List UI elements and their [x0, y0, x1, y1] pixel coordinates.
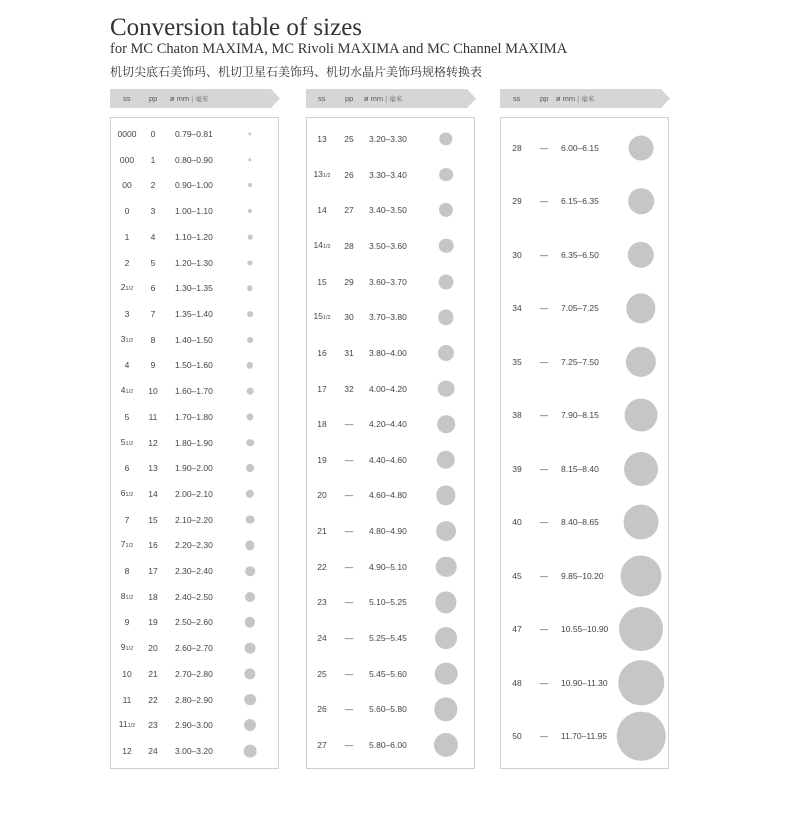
ss-value [310, 490, 334, 500]
mm-range: 7.05–7.25 [561, 303, 599, 314]
pp-value: — [539, 731, 549, 741]
ss-value [505, 196, 529, 206]
mm-range: 8.40–8.65 [561, 517, 599, 528]
ss-number: 18 [317, 419, 327, 430]
ss-value [115, 180, 139, 190]
mm-range: 4.00–4.20 [369, 383, 407, 394]
ss-number: 14 [313, 239, 323, 250]
pp-value: 24 [148, 746, 158, 756]
pp-value: 32 [344, 383, 354, 394]
mm-range: 10.90–11.30 [561, 677, 608, 688]
mm-range: 5.60–5.80 [369, 704, 407, 715]
pp-value: 23 [148, 720, 158, 731]
ss-number: 0 [124, 206, 130, 217]
size-circle [246, 439, 254, 447]
header-ss: ss [318, 94, 326, 103]
ss-number: 17 [317, 383, 327, 394]
ss-value [115, 437, 139, 449]
ss-number: 3 [124, 308, 130, 319]
pp-value: 16 [148, 540, 158, 551]
pp-value: 8 [150, 334, 156, 345]
ss-value [115, 258, 139, 268]
pp-value: — [539, 410, 549, 421]
mm-range: 2.70–2.80 [175, 668, 213, 679]
size-circle [439, 168, 453, 182]
ss-value [115, 282, 139, 294]
mm-range: 5.25–5.45 [369, 633, 407, 644]
ss-number: 23 [317, 597, 327, 608]
mm-range: 1.35–1.40 [175, 308, 213, 319]
pp-value: 15 [148, 514, 158, 525]
pp-value: 27 [344, 205, 354, 216]
header-pp: pp [345, 94, 354, 103]
mm-range: 4.60–4.80 [369, 490, 407, 501]
mm-range: 1.80–1.90 [175, 437, 213, 448]
ss-number: 4 [120, 385, 126, 396]
pp-value: 12 [148, 437, 158, 448]
mm-range: 11.70–11.95 [561, 731, 608, 741]
mm-range: 1.10–1.20 [175, 231, 213, 242]
mm-range: 2.50–2.60 [175, 617, 213, 628]
ss-value [310, 205, 334, 215]
ss-number: 34 [512, 303, 522, 314]
pp-value: — [344, 704, 354, 715]
pp-value: 14 [148, 488, 158, 499]
ss-number: 13 [313, 168, 323, 179]
ss-number: 13 [317, 134, 327, 144]
table-header [306, 89, 477, 108]
header-mm-label: ø mm [364, 94, 384, 103]
ss-value [505, 571, 529, 581]
pp-value: 20 [148, 643, 158, 654]
ss-number: 8 [120, 590, 126, 601]
size-circle [247, 337, 253, 343]
ss-value [310, 740, 334, 750]
ss-number: 48 [512, 677, 522, 688]
ss-value [310, 562, 334, 572]
header-pp: pp [149, 94, 158, 103]
mm-range: 3.40–3.50 [369, 205, 407, 216]
mm-range: 4.20–4.40 [369, 419, 407, 430]
pp-value: 31 [344, 347, 354, 358]
pp-value: 9 [150, 360, 156, 371]
ss-value [505, 410, 529, 420]
ss-value [115, 129, 139, 139]
size-circle [247, 388, 254, 395]
pp-value: — [344, 633, 354, 644]
pp-value: — [539, 143, 549, 153]
ss-number: 39 [512, 463, 522, 474]
pp-value: 18 [148, 591, 158, 602]
mm-range: 5.10–5.25 [369, 597, 407, 608]
mm-range: 3.60–3.70 [369, 276, 407, 287]
ss-fraction: 1/2 [125, 337, 134, 344]
pp-value: 17 [148, 566, 158, 577]
ss-value [115, 719, 139, 731]
size-circle [246, 464, 254, 472]
ss-number: 26 [317, 704, 327, 715]
ss-number: 2 [124, 257, 130, 268]
ss-fraction: 1/2 [125, 389, 134, 396]
pp-value: — [344, 561, 354, 572]
size-circle [439, 274, 454, 289]
ss-number: 30 [512, 249, 522, 260]
table-header [500, 89, 671, 108]
ss-value [310, 597, 334, 607]
pp-value: — [539, 303, 549, 314]
mm-range: 4.40–4.60 [369, 454, 407, 465]
ss-fraction: 1/2 [125, 646, 134, 653]
ss-number: 12 [122, 746, 132, 756]
pp-value: — [344, 668, 354, 679]
ss-value [115, 463, 139, 473]
ss-number: 21 [317, 526, 327, 537]
ss-number: 2 [120, 282, 126, 293]
ss-fraction: 1/2 [125, 491, 134, 498]
mm-range: 0.90–1.00 [175, 180, 213, 191]
ss-number: 9 [120, 642, 126, 653]
ss-value [115, 746, 139, 756]
pp-value: 2 [150, 180, 156, 191]
ss-number: 50 [512, 731, 522, 741]
ss-value [505, 624, 529, 634]
ss-value [310, 704, 334, 714]
header-mm-label: ø mm [556, 94, 576, 103]
mm-range: 2.30–2.40 [175, 566, 213, 577]
ss-value [310, 240, 334, 252]
mm-range: 7.25–7.50 [561, 356, 599, 367]
ss-value [505, 464, 529, 474]
pp-value: 28 [344, 240, 354, 251]
mm-range: 3.80–4.00 [369, 347, 407, 358]
pp-value: — [344, 526, 354, 537]
ss-value [115, 566, 139, 576]
ss-number: 5 [124, 411, 130, 422]
header-mm-chinese: 毫米 [195, 95, 209, 103]
ss-fraction: 1/2 [125, 543, 134, 550]
ss-number: 7 [124, 514, 130, 525]
header-mm-chinese: 毫米 [581, 95, 595, 103]
size-circle [438, 380, 455, 397]
ss-fraction: 1/2 [125, 440, 134, 447]
ss-value [115, 232, 139, 242]
ss-value [310, 311, 334, 323]
size-circle [247, 311, 253, 317]
pp-value: — [344, 490, 354, 501]
header-ss: ss [123, 94, 131, 103]
size-circle [628, 189, 654, 215]
mm-range: 1.90–2.00 [175, 463, 213, 474]
ss-value [115, 515, 139, 525]
size-circle [244, 745, 257, 758]
size-circle [436, 557, 457, 578]
ss-number: 000 [119, 154, 135, 165]
mm-range: 2.60–2.70 [175, 643, 213, 654]
pp-value: — [539, 517, 549, 528]
mm-range: 10.55–10.90 [561, 624, 609, 635]
mm-range: 0.80–0.90 [175, 154, 213, 165]
ss-number: 6 [124, 463, 130, 474]
ss-number: 16 [317, 347, 327, 358]
ss-value [115, 669, 139, 679]
size-circle [435, 627, 457, 649]
pp-value: 26 [344, 169, 354, 180]
size-circle [248, 183, 252, 187]
ss-value [505, 250, 529, 260]
pp-value: — [539, 677, 549, 688]
ss-value [505, 143, 529, 153]
ss-value [115, 539, 139, 551]
ss-number: 45 [512, 570, 522, 581]
mm-range: 1.30–1.35 [175, 283, 213, 294]
ss-number: 15 [313, 311, 323, 322]
size-circle [437, 415, 455, 433]
ss-number: 14 [317, 205, 327, 216]
mm-range: 3.30–3.40 [369, 169, 407, 180]
ss-value [115, 591, 139, 603]
ss-number: 3 [120, 333, 126, 344]
mm-range: 3.20–3.30 [369, 134, 407, 144]
page-subtitle-chinese: 机切尖底石美饰玛、机切卫星石美饰玛、机切水晶片美饰玛规格转换表 [110, 65, 483, 79]
pp-value: 5 [150, 257, 156, 268]
ss-number: 15 [317, 276, 327, 287]
ss-value [115, 617, 139, 627]
ss-fraction: 1/2 [125, 286, 134, 293]
ss-value [310, 526, 334, 536]
ss-number: 8 [124, 566, 130, 577]
pp-value: 22 [148, 694, 158, 705]
mm-range: 2.40–2.50 [175, 591, 213, 602]
pp-value: 3 [150, 206, 156, 217]
ss-value [115, 385, 139, 397]
ss-number: 0000 [117, 129, 137, 139]
mm-range: 3.50–3.60 [369, 240, 407, 251]
ss-fraction: 1/2 [322, 243, 331, 250]
ss-number: 6 [120, 487, 126, 498]
size-circle [625, 399, 658, 432]
page-subtitle: for MC Chaton MAXIMA, MC Rivoli MAXIMA and MC Channel MAXIMA [110, 41, 568, 57]
mm-range: 5.45–5.60 [369, 668, 407, 679]
pp-value: 1 [150, 154, 156, 165]
ss-value [115, 309, 139, 319]
ss-value [310, 419, 334, 429]
header-ss: ss [513, 94, 521, 103]
ss-number: 40 [512, 517, 522, 528]
ss-number: 29 [512, 196, 522, 207]
mm-range: 2.00–2.10 [175, 488, 213, 499]
ss-number: 35 [512, 356, 522, 367]
ss-number: 22 [317, 561, 327, 572]
pp-value: 19 [148, 617, 158, 628]
mm-range: 6.15–6.35 [561, 196, 599, 207]
size-circle [438, 345, 454, 361]
size-circle [245, 566, 255, 576]
ss-number: 47 [512, 624, 522, 635]
mm-range: 1.20–1.30 [175, 257, 213, 268]
ss-value [505, 731, 529, 741]
ss-value [115, 206, 139, 216]
pp-value: 30 [344, 312, 354, 323]
header-mm-label: ø mm [170, 94, 190, 103]
header-pp: pp [540, 94, 549, 103]
ss-value [310, 455, 334, 465]
mm-range: 3.00–3.20 [175, 746, 213, 756]
mm-range: 2.90–3.00 [175, 720, 213, 731]
pp-value: 21 [148, 668, 158, 679]
size-circle [618, 660, 664, 706]
pp-value: — [539, 356, 549, 367]
ss-value [115, 155, 139, 165]
pp-value: — [539, 570, 549, 581]
size-circle [244, 694, 256, 706]
ss-value [115, 360, 139, 370]
size-circle [629, 136, 654, 161]
page-title: Conversion table of sizes [110, 14, 363, 41]
mm-range: 9.85–10.20 [561, 570, 604, 581]
mm-range: 6.35–6.50 [561, 249, 599, 260]
pp-value: 13 [148, 463, 158, 474]
pp-value: — [539, 249, 549, 260]
ss-value [115, 642, 139, 654]
ss-fraction: 1/2 [127, 723, 136, 730]
mm-range: 1.60–1.70 [175, 386, 213, 397]
ss-number: 11 [122, 694, 132, 705]
size-circle [624, 452, 658, 486]
ss-number: 27 [317, 740, 327, 750]
ss-value [310, 384, 334, 394]
ss-value [115, 334, 139, 346]
ss-number: 9 [124, 617, 130, 628]
ss-value [310, 277, 334, 287]
ss-number: 10 [122, 668, 132, 679]
mm-range: 2.10–2.20 [175, 514, 213, 525]
mm-range: 2.80–2.90 [175, 694, 213, 705]
ss-fraction: 1/2 [322, 315, 331, 322]
pp-value: — [344, 740, 354, 750]
ss-value [310, 633, 334, 643]
ss-fraction: 1/2 [125, 594, 134, 601]
size-circle [439, 239, 454, 254]
ss-value [310, 169, 334, 181]
mm-range: 1.70–1.80 [175, 411, 213, 422]
ss-value [115, 695, 139, 705]
size-circle [619, 607, 663, 651]
mm-range: 4.90–5.10 [369, 561, 407, 572]
mm-range: 7.90–8.15 [561, 410, 599, 421]
ss-number: 24 [317, 633, 327, 644]
table-header [110, 89, 281, 108]
pp-value: 6 [150, 283, 156, 294]
header-separator: | [383, 94, 390, 103]
ss-value [310, 669, 334, 679]
size-circle [245, 643, 256, 654]
pp-value: 11 [148, 411, 158, 422]
pp-value: — [539, 624, 549, 635]
size-circle [436, 521, 456, 541]
size-circle [617, 712, 666, 761]
pp-value: 25 [344, 134, 354, 144]
mm-range: 1.00–1.10 [175, 206, 213, 217]
ss-fraction: 1/2 [322, 172, 331, 179]
ss-value [505, 517, 529, 527]
pp-value: — [344, 454, 354, 465]
ss-value [505, 303, 529, 313]
size-circle [435, 662, 458, 685]
mm-range: 1.50–1.60 [175, 360, 213, 371]
size-circle [246, 515, 255, 524]
ss-number: 20 [317, 490, 327, 501]
header-separator: | [189, 94, 196, 103]
ss-value [115, 488, 139, 500]
ss-value [310, 134, 334, 144]
mm-range: 8.15–8.40 [561, 463, 599, 474]
header-mm [170, 89, 208, 108]
header-mm [364, 89, 402, 108]
ss-number: 38 [512, 410, 522, 421]
ss-number: 00 [122, 180, 132, 191]
ss-value [310, 348, 334, 358]
mm-range: 2.20–2.30 [175, 540, 213, 551]
header-mm-chinese: 毫米 [389, 95, 403, 103]
size-circle [620, 555, 661, 596]
mm-range: 6.00–6.15 [561, 143, 599, 153]
size-circle [248, 234, 253, 239]
pp-value: — [344, 597, 354, 608]
ss-number: 7 [120, 539, 126, 550]
pp-value: 10 [148, 386, 158, 397]
mm-range: 4.80–4.90 [369, 526, 407, 537]
pp-value: 4 [150, 231, 156, 242]
ss-number: 28 [512, 143, 522, 153]
mm-range: 1.40–1.50 [175, 334, 213, 345]
header-separator: | [575, 94, 582, 103]
ss-number: 25 [317, 668, 327, 679]
size-circle [624, 505, 659, 540]
ss-value [505, 678, 529, 688]
mm-range: 3.70–3.80 [369, 312, 407, 323]
ss-number: 19 [317, 454, 327, 465]
ss-value [115, 412, 139, 422]
ss-value [505, 357, 529, 367]
ss-number: 5 [120, 436, 126, 447]
pp-value: 0 [150, 129, 156, 139]
pp-value: — [539, 463, 549, 474]
pp-value: 29 [344, 276, 354, 287]
size-circle [245, 592, 255, 602]
mm-range: 0.79–0.81 [175, 129, 213, 139]
ss-number: 11 [118, 719, 128, 730]
ss-number: 1 [124, 231, 130, 242]
ss-number: 4 [124, 360, 130, 371]
pp-value: — [539, 196, 549, 207]
pp-value: — [344, 419, 354, 430]
pp-value: 7 [150, 308, 156, 319]
header-mm [556, 89, 594, 108]
mm-range: 5.80–6.00 [369, 740, 407, 750]
